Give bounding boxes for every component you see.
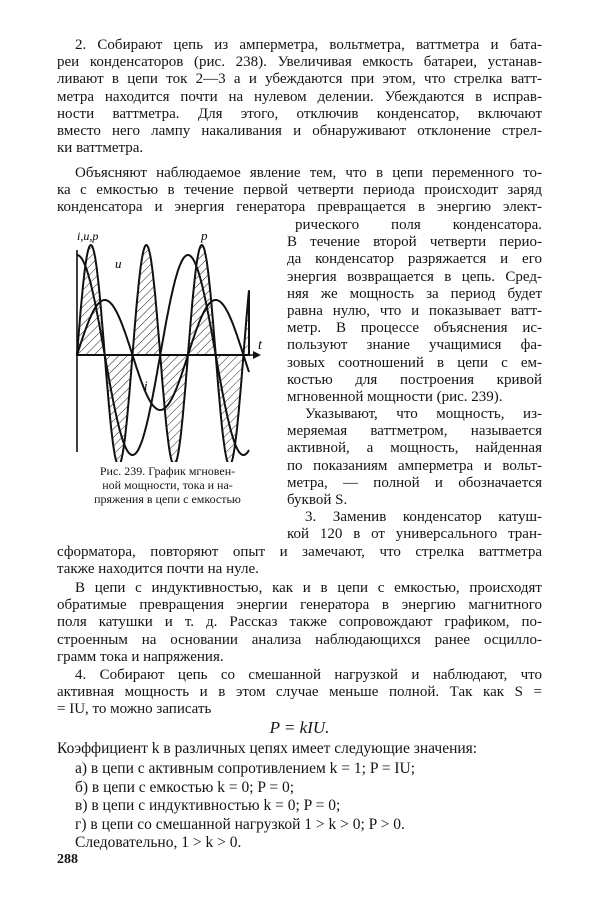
paragraph-5 [57, 667, 542, 719]
coef-intro: Коэффициент k в различных цепях имеет следующие значения: [57, 740, 478, 757]
text-line: энергия возвращается в цепь. Сред- [287, 268, 542, 285]
figure-239 [57, 222, 277, 462]
paragraph-3-tail [57, 544, 542, 578]
label-p: p [201, 228, 208, 243]
coef-item: г) в цепи со смешанной нагрузкой 1 > k > 0; P > 0. [75, 815, 405, 833]
text-line: В течение второй четверти перио- [287, 234, 542, 251]
label-u: u [115, 256, 122, 271]
caption-line: Рис. 239. График мгновен- [99, 464, 236, 478]
text-line: строенным на основании анализа наблюдающихся ранее осцилло- [57, 631, 542, 648]
text-line: вместо него лампу накаливания и обнаруживают отклонение стрел- [57, 122, 542, 139]
text-line: меряемая ваттметром, называется [287, 423, 542, 440]
text-line: Объясняют наблюдаемое явление тем, что в цепи переменного то- [75, 165, 542, 181]
text-line: конденсатора и энергия генератора превращается в энергию элект- [57, 199, 542, 216]
paragraph-4 [57, 580, 542, 666]
coefficient-section [57, 740, 542, 854]
text-line: костью для построения кривой [287, 371, 542, 388]
conclusion: Следовательно, 1 > k > 0. [75, 834, 242, 851]
text-line: да конденсатор разряжается и его [287, 251, 542, 268]
text-line: ки ваттметра. [57, 140, 144, 157]
formula: P = kIU. [269, 718, 330, 737]
text-line: реи конденсаторов (рис. 238). Увеличивая емкость батареи, устанав- [57, 54, 542, 71]
caption-line: пряжения в цепи с емкостью [94, 492, 241, 506]
paragraph-1 [57, 37, 542, 157]
label-t: t [258, 338, 262, 353]
text-line: сформатора, повторяют опыт и замечают, что стрелка ваттметра [57, 544, 542, 560]
text-line: обратимые превращения энергии генератора в энергию магнитного [57, 597, 542, 614]
text-line: грамм тока и напряжения. [57, 648, 224, 665]
text-line: ливают в цепи ток 2—3 а и убеждаются при этом, что стрелка ватт- [57, 71, 542, 88]
text-line: ка с емкостью в течение первой четверти периода происходит заряд [57, 182, 542, 199]
coef-item: в) в цепи с индуктивностью k = 0; P = 0; [75, 797, 341, 814]
text-line: буквой S. [287, 492, 348, 508]
text-line: мгновенной мощности (рис. 239). [287, 388, 503, 405]
text-line: по показаниям амперметра и вольт- [287, 457, 542, 474]
text-line: метра находится почти на нулевом делении. Убеждаются в исправ- [57, 88, 542, 105]
text-line: = IU, то можно записать [57, 701, 212, 718]
coef-item: а) в цепи с активным сопротивлением k = 1; P = IU; [75, 760, 416, 777]
label-axes: i,u,p [77, 229, 99, 243]
text-line: зовых соотношений в цепи с ем- [287, 354, 542, 371]
text-line: активной, а мощность, найденная [287, 440, 542, 457]
text-line: 2. Собирают цепь из амперметра, вольтметра, ваттметра и бата- [75, 37, 542, 53]
figure-caption [55, 464, 280, 506]
text-line: рического поля конденсатора. [295, 217, 542, 233]
power-curve [77, 245, 249, 462]
text-line: няя же мощность за период будет [287, 285, 542, 302]
label-i: i [144, 378, 148, 393]
text-line: метр. В процессе объяснения ис- [287, 320, 542, 337]
text-line: В цепи с индуктивностью, как и в цепи с емкостью, происходят [75, 580, 542, 596]
text-line: также находится почти на нуле. [57, 561, 259, 578]
text-line: метра, — полной и обозначается [287, 474, 542, 491]
text-line: 4. Собирают цепь со смешанной нагрузкой и наблюдают, что [75, 667, 542, 683]
text-line: активная мощность и в этом случае меньше полной. Так как S = [57, 684, 542, 701]
text-line: ности ваттметра. Для этого, отключив конденсатор, включают [57, 105, 542, 122]
text-line: кой 120 в от универсального тран- [287, 526, 542, 543]
text-line: пользуют знание учащимися фа- [287, 337, 542, 354]
caption-line: ной мощности, тока и на- [102, 478, 233, 492]
page-number: 288 [57, 852, 78, 867]
text-line: поля катушки и т. д. Рассказ также сопровождают графиком, по- [57, 614, 542, 631]
right-column-text [287, 217, 542, 544]
text-line: равна нулю, что и показывает ватт- [287, 302, 542, 319]
text-line: Указывают, что мощность, из- [305, 406, 542, 423]
text-line: 3. Заменив конденсатор катуш- [305, 509, 542, 526]
power-graph [57, 222, 277, 462]
paragraph-2 [57, 165, 542, 217]
coef-item: б) в цепи с емкостью k = 0; P = 0; [75, 778, 295, 796]
